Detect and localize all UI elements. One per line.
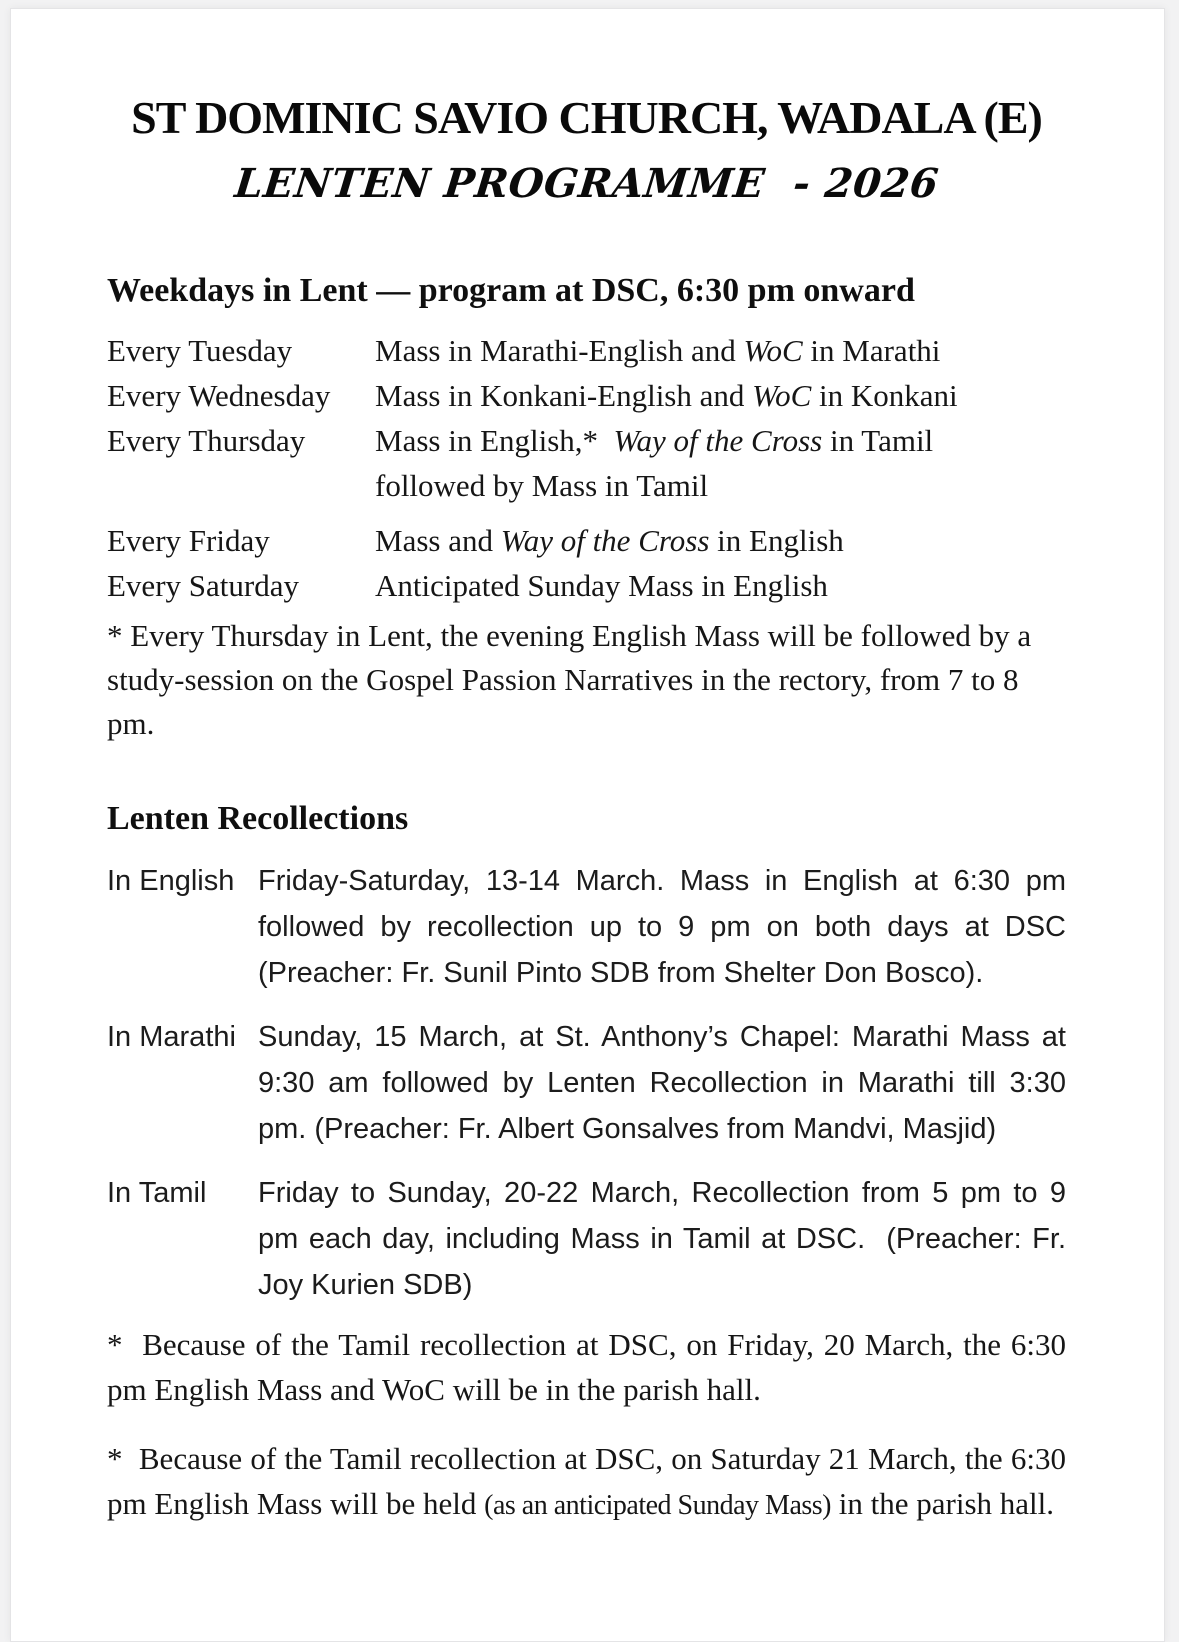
description-text: in Marathi (802, 333, 941, 368)
weekdays-heading: Weekdays in Lent — program at DSC, 6:30 pm onward (107, 272, 915, 309)
thursday-continuation-line: followed by Mass in Tamil (375, 468, 709, 503)
description-italic: WoC (752, 378, 812, 413)
recollection-item-marathi (107, 1014, 1066, 1152)
recollection-language-label: In Marathi (107, 1021, 236, 1053)
weekday-description (375, 418, 1066, 508)
weekday-day-label: Every Friday (107, 523, 270, 558)
description-italic: Way of the Cross (613, 423, 823, 458)
weekday-day-label: Every Tuesday (107, 333, 293, 368)
description-text: Mass and (375, 523, 501, 558)
weekday-day-label: Every Wednesday (107, 378, 331, 413)
recollection-item-english (107, 858, 1066, 996)
weekday-day-label: Every Thursday (107, 423, 306, 458)
page-content (11, 9, 1164, 1528)
description-text: in Konkani (811, 378, 958, 413)
weekday-row-tuesday (107, 328, 1066, 373)
recollection-details: Friday to Sunday, 20-22 March, Recollection from 5 pm to 9 pm each day, including Mass in Tamil at DSC. (Preacher: Fr. Joy Kurien SDB) (258, 1177, 1066, 1301)
recollection-item-tamil (107, 1170, 1066, 1308)
description-text: Anticipated Sunday Mass in English (375, 568, 828, 603)
description-text: in Tamil (822, 423, 934, 458)
description-italic: WoC (743, 333, 803, 368)
weekday-description (375, 518, 1066, 563)
weekday-row-wednesday (107, 373, 1066, 418)
note-text: * Because of the Tamil recollection at DSC, on Saturday 21 March, the 6:30 pm English Mass will be held (107, 1441, 1066, 1521)
recollection-language-label: In Tamil (107, 1177, 207, 1209)
description-text: Mass in Marathi-English and (375, 333, 744, 368)
document-page (10, 8, 1165, 1642)
weekday-row-saturday (107, 563, 1066, 608)
recollections-heading: Lenten Recollections (107, 800, 409, 837)
weekday-row-thursday (107, 418, 1066, 508)
weekday-description (375, 563, 1066, 608)
description-text: Mass in English,* (375, 423, 614, 458)
thursday-study-session-footnote: * Every Thursday in Lent, the evening English Mass will be followed by a study-session on the Gospel Passion Narratives in the rectory, from 7 to 8 pm. (107, 618, 1032, 741)
weekday-day-label: Every Saturday (107, 568, 299, 603)
note-text: in the parish hall. (831, 1486, 1054, 1521)
note-tamil-recollection-saturday (107, 1436, 1066, 1528)
church-title: ST DOMINIC SAVIO CHURCH, WADALA (E) (131, 92, 1042, 143)
description-italic: Way of the Cross (500, 523, 710, 558)
recollection-details: Sunday, 15 March, at St. Anthony’s Chapel: Marathi Mass at 9:30 am followed by Lenten Recollection in Marathi till 3:30 pm. (Preacher: Fr. Albert Gonsalves from Mandvi, Masjid) (258, 1021, 1066, 1145)
description-text: Mass in Konkani-English and (375, 378, 753, 413)
recollection-details: Friday-Saturday, 13-14 March. Mass in English at 6:30 pm followed by recollection up to 9 pm on both days at DSC (Preacher: Fr. Sunil Pinto SDB from Shelter Don Bosco). (258, 865, 1066, 989)
weekday-description (375, 373, 1066, 418)
note-small-parenthetical: (as an anticipated Sunday Mass) (484, 1490, 832, 1521)
note-tamil-recollection-friday: * Because of the Tamil recollection at DSC, on Friday, 20 March, the 6:30 pm English Mass and WoC will be in the parish hall. (107, 1327, 1066, 1407)
description-text: in English (709, 523, 844, 558)
programme-subtitle (107, 159, 1066, 218)
programme-subtitle-text: LENTEN PROGRAMME - 2026 (232, 160, 941, 207)
recollection-language-label: In English (107, 865, 235, 897)
weekday-schedule (107, 328, 1066, 608)
weekday-description (375, 328, 1066, 373)
weekday-row-friday (107, 518, 1066, 563)
